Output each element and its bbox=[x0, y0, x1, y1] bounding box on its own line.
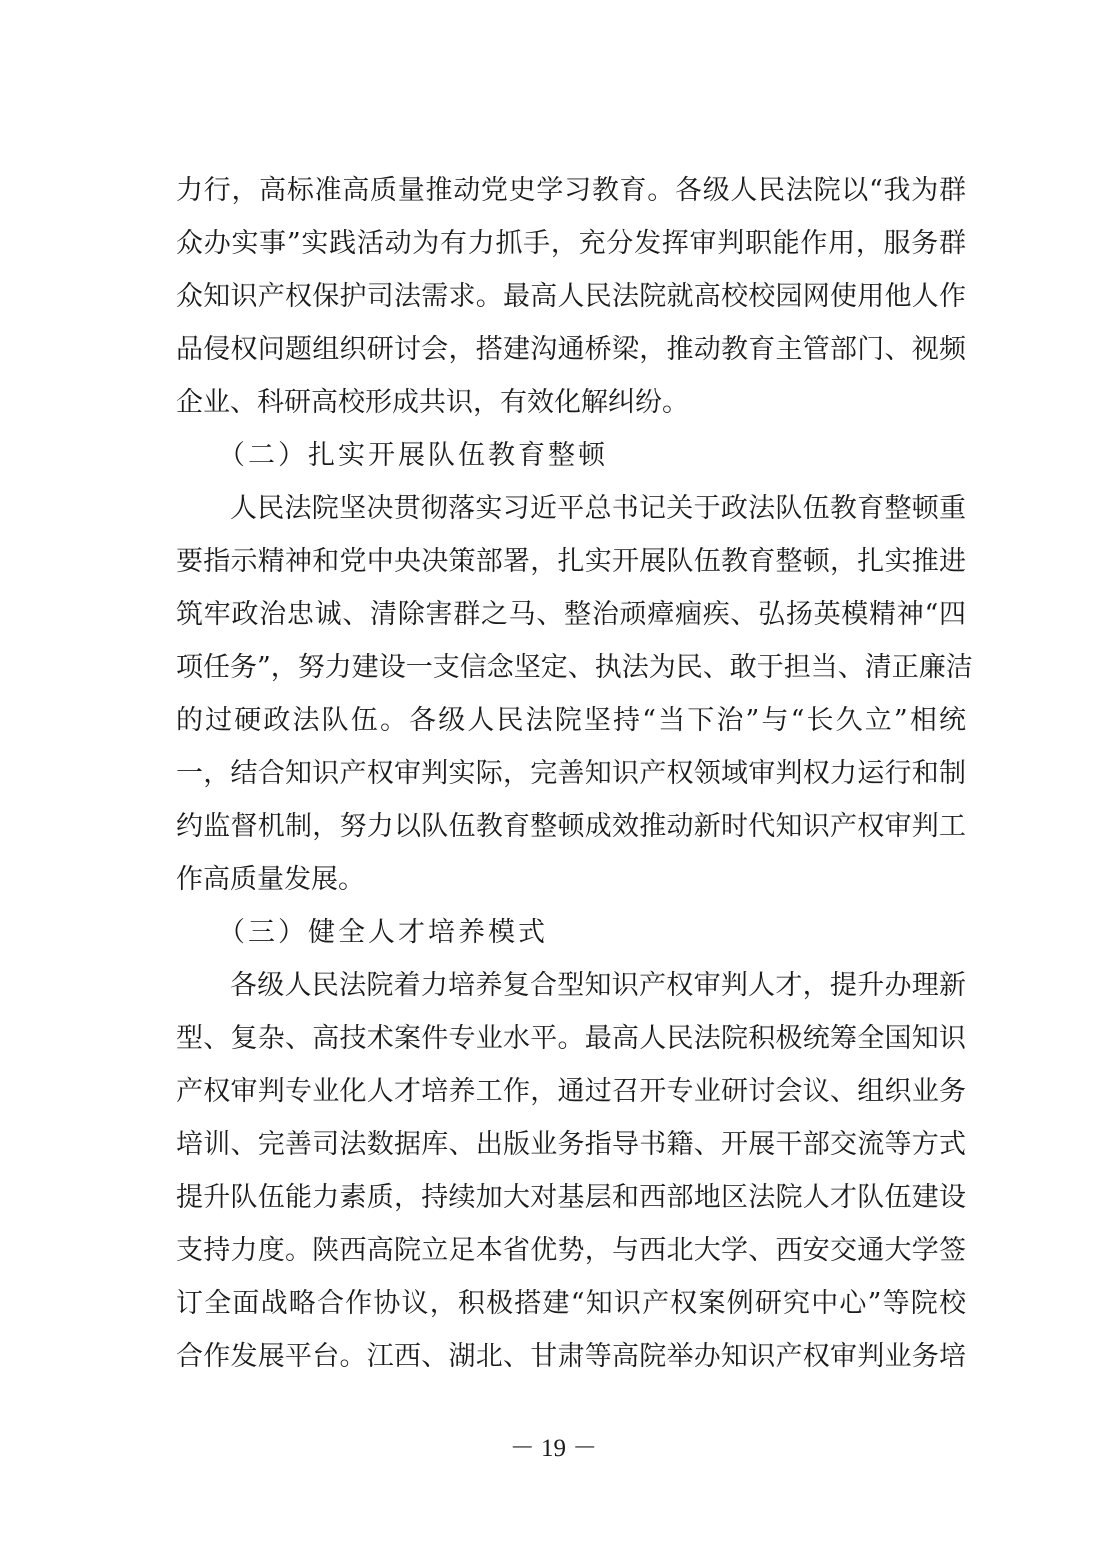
text-line: 人民法院坚决贯彻落实习近平总书记关于政法队伍教育整顿重 bbox=[230, 493, 966, 524]
text-line: 产权审判专业化人才培养工作，通过召开专业研讨会议、组织业务 bbox=[176, 1076, 966, 1107]
text-line: 约监督机制，努力以队伍教育整顿成效推动新时代知识产权审判工 bbox=[176, 811, 966, 842]
text-line: 众知识产权保护司法需求。最高人民法院就高校校园网使用他人作 bbox=[176, 281, 966, 312]
section-heading: （三）健全人才培养模式 bbox=[218, 917, 548, 948]
text-line: 合作发展平台。江西、湖北、甘肃等高院举办知识产权审判业务培 bbox=[176, 1341, 966, 1372]
text-line: 筑牢政治忠诚、清除害群之马、整治顽瘴痼疾、弘扬英模精神“四 bbox=[176, 599, 966, 630]
text-line: 支持力度。陕西高院立足本省优势，与西北大学、西安交通大学签 bbox=[176, 1235, 966, 1266]
text-line: 一，结合知识产权审判实际，完善知识产权领域审判权力运行和制 bbox=[176, 758, 966, 789]
document-body bbox=[176, 164, 973, 1383]
text-line: 作高质量发展。 bbox=[176, 864, 365, 895]
text-line: 各级人民法院着力培养复合型知识产权审判人才，提升办理新 bbox=[230, 970, 966, 1001]
text-line: 的过硬政法队伍。各级人民法院坚持“当下治”与“长久立”相统 bbox=[176, 705, 966, 736]
text-line: 力行，高标准高质量推动党史学习教育。各级人民法院以“我为群 bbox=[176, 175, 966, 206]
text-line: 项任务”，努力建设一支信念坚定、执法为民、敢于担当、清正廉洁 bbox=[176, 652, 973, 683]
text-line: 提升队伍能力素质，持续加大对基层和西部地区法院人才队伍建设 bbox=[176, 1182, 966, 1213]
page-number: － 19 － bbox=[509, 1435, 598, 1462]
text-line: 型、复杂、高技术案件专业水平。最高人民法院积极统筹全国知识 bbox=[176, 1023, 966, 1054]
text-line: 品侵权问题组织研讨会，搭建沟通桥梁，推动教育主管部门、视频 bbox=[176, 334, 966, 365]
text-line: 众办实事”实践活动为有力抓手，充分发挥审判职能作用，服务群 bbox=[176, 228, 966, 259]
section-heading: （二）扎实开展队伍教育整顿 bbox=[218, 440, 608, 471]
text-line: 要指示精神和党中央决策部署，扎实开展队伍教育整顿，扎实推进 bbox=[176, 546, 966, 577]
text-line: 培训、完善司法数据库、出版业务指导书籍、开展干部交流等方式 bbox=[176, 1129, 966, 1160]
text-line: 订全面战略合作协议，积极搭建“知识产权案例研究中心”等院校 bbox=[176, 1288, 966, 1319]
text-line: 企业、科研高校形成共识，有效化解纠纷。 bbox=[176, 387, 689, 418]
